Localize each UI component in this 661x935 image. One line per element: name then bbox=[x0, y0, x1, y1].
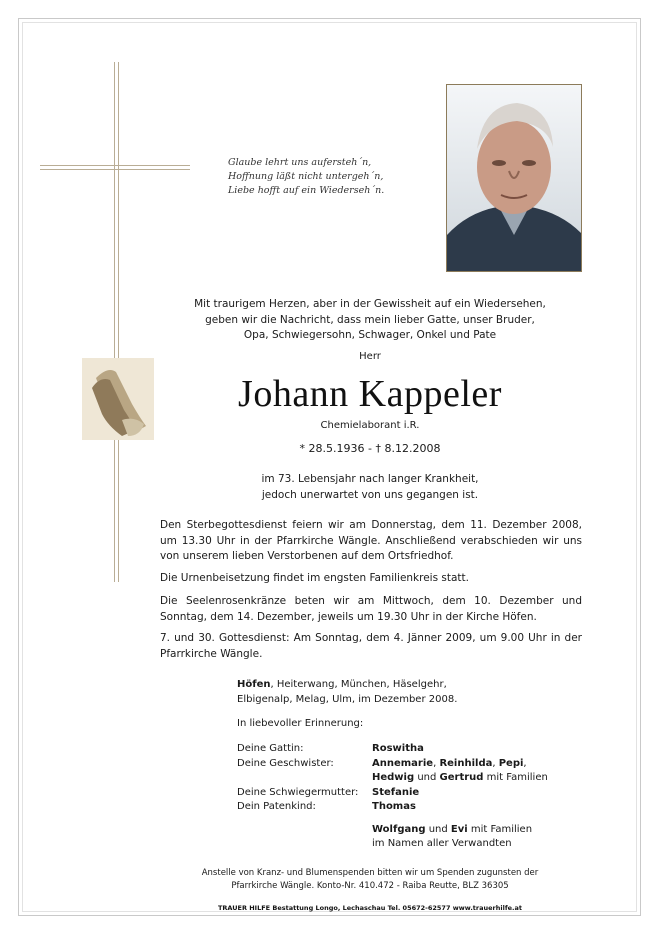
footer-undertaker bbox=[150, 904, 590, 912]
profession: Chemielaborant i.R. bbox=[320, 420, 420, 431]
name-sibling: Pepi bbox=[498, 757, 524, 769]
life-dates: * 28.5.1936 - † 8.12.2008 bbox=[299, 442, 441, 455]
places-rest: , Heiterwang, München, Häselgehr, bbox=[270, 679, 447, 690]
intro-line: Mit traurigem Herzen, aber in der Gewissheit auf ein Wiedersehen, bbox=[194, 298, 546, 310]
donation-line: Pfarrkirche Wängle. Konto-Nr. 410.472 - Raiba Reutte, BLZ 36305 bbox=[231, 881, 509, 891]
poem bbox=[228, 156, 408, 198]
conjunction: und bbox=[417, 772, 437, 783]
with-families: mit Familien bbox=[486, 772, 548, 783]
label-schwiegermutter: Deine Schwiegermutter: bbox=[237, 786, 359, 798]
poem-line: Hoffnung läßt nicht untergeh´n, bbox=[228, 171, 384, 182]
family-labels bbox=[237, 742, 358, 815]
name-sibling: Annemarie bbox=[372, 757, 434, 769]
age-line: jedoch unerwartet von uns gegangen ist. bbox=[261, 488, 479, 501]
donation-line: Anstelle von Kranz- und Blumenspenden bitten wir um Spenden zugunsten der bbox=[201, 868, 539, 878]
name-wolfgang: Wolfgang bbox=[372, 823, 426, 835]
portrait-photo bbox=[446, 84, 582, 272]
label-geschwister: Deine Geschwister: bbox=[237, 757, 334, 769]
poem-line: Liebe hofft auf ein Wiederseh´n. bbox=[228, 185, 385, 196]
places-line2: Elbigenalp, Melag, Ulm, im Dezember 2008. bbox=[237, 694, 458, 705]
remembrance-heading: In liebevoller Erinnerung: bbox=[237, 718, 364, 729]
intro-line: Opa, Schwiegersohn, Schwager, Onkel und Pate bbox=[243, 329, 497, 341]
intro-text bbox=[140, 297, 600, 344]
name-evi: Evi bbox=[450, 823, 468, 835]
name-sibling: Hedwig bbox=[372, 772, 415, 783]
place-hoefen: Höfen bbox=[237, 679, 271, 690]
age-text bbox=[140, 472, 600, 503]
salutation: Herr bbox=[359, 351, 381, 362]
paragraph-urn: Die Urnenbeisetzung findet im engsten Familienkreis statt. bbox=[160, 572, 470, 584]
name-sibling: Gertrud bbox=[439, 772, 484, 783]
name-schwiegermutter: Stefanie bbox=[372, 786, 420, 798]
label-gattin: Deine Gattin: bbox=[237, 743, 304, 754]
paragraph-rosary: Die Seelenrosenkränze beten wir am Mittwoch, dem 10. Dezember und Sonntag, dem 14. Dezember, jeweils um 19.30 Uhr in der Kirche Höfen. bbox=[160, 595, 582, 623]
family-names: Roswitha Annemarie, Reinhilda, Pepi, Hedwig und Gertrud mit Familien Stefanie Thomas Wolfgang und Evi mit Familien im Namen aller Verwandten bbox=[372, 742, 548, 852]
footer-text: TRAUER HILFE Bestattung Longo, Lechaschau Tel. 05672-62577 www.trauerhilfe.at bbox=[217, 904, 523, 912]
intro-line: geben wir die Nachricht, dass mein lieber Gatte, unser Bruder, bbox=[205, 313, 535, 326]
name-sibling: Reinhilda bbox=[439, 757, 493, 769]
donation-note bbox=[150, 867, 590, 893]
all-relatives: im Namen aller Verwandten bbox=[372, 838, 512, 849]
name-gattin: Roswitha bbox=[372, 743, 424, 754]
deceased-name: Johann Kappeler bbox=[238, 373, 502, 415]
name-patenkind: Thomas bbox=[372, 801, 416, 812]
with-families: mit Familien bbox=[470, 823, 533, 835]
paragraph-mass: 7. und 30. Gottesdienst: Am Sonntag, dem 4. Jänner 2009, um 9.00 Uhr in der Pfarrkirche Wängle. bbox=[160, 632, 582, 660]
paragraph-service: Den Sterbegottesdienst feiern wir am Donnerstag, dem 11. Dezember 2008, um 13.30 Uhr in der Pfarrkirche Wängle. Anschließend verabschieden wir uns von unserem lieben Verstorbenen auf dem Ortsfriedhof. bbox=[160, 519, 582, 562]
places bbox=[237, 677, 567, 707]
conjunction: und bbox=[428, 823, 448, 835]
poem-line: Glaube lehrt uns aufersteh´n, bbox=[228, 157, 372, 168]
label-patenkind: Dein Patenkind: bbox=[237, 801, 316, 812]
age-line: im 73. Lebensjahr nach langer Krankheit, bbox=[261, 473, 479, 485]
